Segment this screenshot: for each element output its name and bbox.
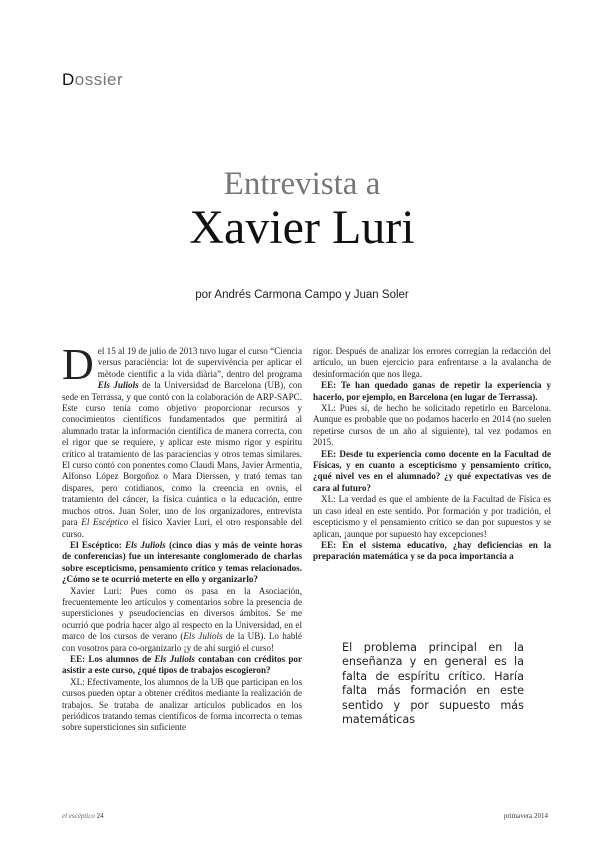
intro-paragraph <box>62 340 303 540</box>
question-4: EE: Desde tu experiencia como docente en la Facultad de Físicas, y en cuanto a escepticismo y pensamiento crítico, ¿qué nivel ves en el alumnado? ¿y qué expectativas ves de cara al futuro? <box>313 448 551 493</box>
title-line1: Entrevista a <box>223 166 381 202</box>
right-column <box>313 346 551 563</box>
left-column <box>62 340 303 734</box>
intro-end: el físico Xavier Luri, el otro responsable del curso. <box>62 517 303 539</box>
q2-text: contaban con créditos por asistir a este curso, ¿qué tipos de trabajos escogieron? <box>62 653 302 676</box>
answer-2: XL: Efectivamente, los alumnos de la UB que participan en los cursos pueden optar a obtener créditos mediante la realización de trabajos. Se trataba de analizar artículos publicados en los periódicos tratando temas científicos de forma incorrecta o temas sobre supersticiones sin suficiente <box>62 676 302 733</box>
drop-cap: D <box>62 340 94 389</box>
title-line2: Xavier Luri <box>189 201 415 254</box>
q2-label: EE <box>70 653 83 664</box>
q2-pre: : Los alumnos de <box>82 653 155 664</box>
answer-1 <box>62 586 302 654</box>
a1-text: Xavier Luri: Pues como os pasa en la Asociación, frecuentemente leo artículos y comentarios sobre la presencia de supersticiones y pseudociencias en diversos ámbitos. Se me ocurrió que podría hacer algo al respecto en la Universidad, en el marco de los cursos de verano ( <box>62 585 302 642</box>
magazine-name: el escéptico <box>62 812 95 820</box>
pull-quote: El problema principal en la enseñanza y en general es la falta de espíritu crítico. Haría falta más formación en este sentido y por supuesto más matemáticas <box>342 641 524 727</box>
answer-4: XL: La verdad es que el ambiente de la Facultad de Física es un caso ideal en este sentido. Por formación y por tradición, el escepticismo y el pensamiento crítico se dan por supuestos y se aplican, ¡aunque por supuesto hay excepciones! <box>313 494 551 539</box>
answer-3: XL: Pues sí, de hecho he solicitado repetirlo en Barcelona. Aunque es probable que no podamos hacerlo en 2014 (no suelen repetirse cursos de un año al siguiente), tal vez podamos en 2015. <box>313 403 551 448</box>
q1-em: Els Juliols <box>125 539 166 550</box>
a1-em: Els Juliols <box>183 631 223 642</box>
continuation-paragraph: rigor. Después de analizar los errores corregían la redacción del artículo, un buen ejercicio para enfrentarse a la avalancha de desinformación que nos llega. <box>313 346 551 379</box>
intro-em: Els Juliols <box>97 380 139 391</box>
a1-rest: de la UB). Lo hablé con vosotros para co-organizarlo ¡y de ahí surgió el curso! <box>62 631 302 653</box>
q1-label: El Escéptico <box>70 539 119 550</box>
intro-text: el 15 al 19 de julio de 2013 tuvo lugar el curso “Ciencia versus paraciència: lot de supervivència per aplicar el mètode científic a la vida diària”, dentro del programa <box>97 346 302 379</box>
question-2 <box>62 654 302 677</box>
byline: por Andrés Carmona Campo y Juan Soler <box>195 289 409 301</box>
q1-text: (cinco días y más de veinte horas de conferencias) fue un interesante conglomerado de charlas sobre escepticismo, pensamiento crítico y temas relacionados. ¿Cómo se te ocurrió meterte en ello y organizarlo? <box>62 539 302 585</box>
page-number: 24 <box>96 812 104 820</box>
question-1: El Escéptico: Els Juliols (cinco días y más de veinte horas de conferencias) fue un interesante conglomerado de charlas sobre escepticismo, pensamiento crítico y temas relacionados. ¿Cómo se te ocurrió meterte en ello y organizarlo? <box>62 539 302 585</box>
intro-text-rest: de la Universidad de Barcelona (UB), con sede en Terrassa, y que contó con la colaboración de ARP-SAPC. Este curso tenía como objetivo proporcionar recursos y conocimientos científicos fundamentados que permitirá al alumnado tratar la información científica de manera correcta, con el rigor que se requiere, y aplicar este mismo rigor y espíritu crítico al tratamiento de las paraciencias y otros temas similares. El curso contó con ponentes como Claudi Mans, Javier Armentia, Alfonso López Borgoñoz o Mara Dierssen, y trató temas tan dispares, pero cotidianos, como la creencia en ovnis, el tratamiento del cáncer, la física cuántica o la educación, entre muchos otros. Juan Soler, uno de los organizadores, entrevista para <box>62 380 302 528</box>
footer-season: primavera 2014 <box>503 812 548 820</box>
q2-em: Els Juliols <box>154 653 195 664</box>
intro-em2: El Escéptico <box>81 517 129 528</box>
footer-left <box>62 812 104 820</box>
question-3: EE: Te han quedado ganas de repetir la experiencia y hacerlo, por ejemplo, en Barcelona (en lugar de Terrassa). <box>313 380 551 402</box>
question-5: EE: En el sistema educativo, ¿hay deficiencias en la preparación matemática y se da poca importancia a <box>313 539 551 562</box>
section-label <box>62 70 123 90</box>
section-initial: D <box>62 70 75 89</box>
section-rest: ossier <box>74 70 124 89</box>
